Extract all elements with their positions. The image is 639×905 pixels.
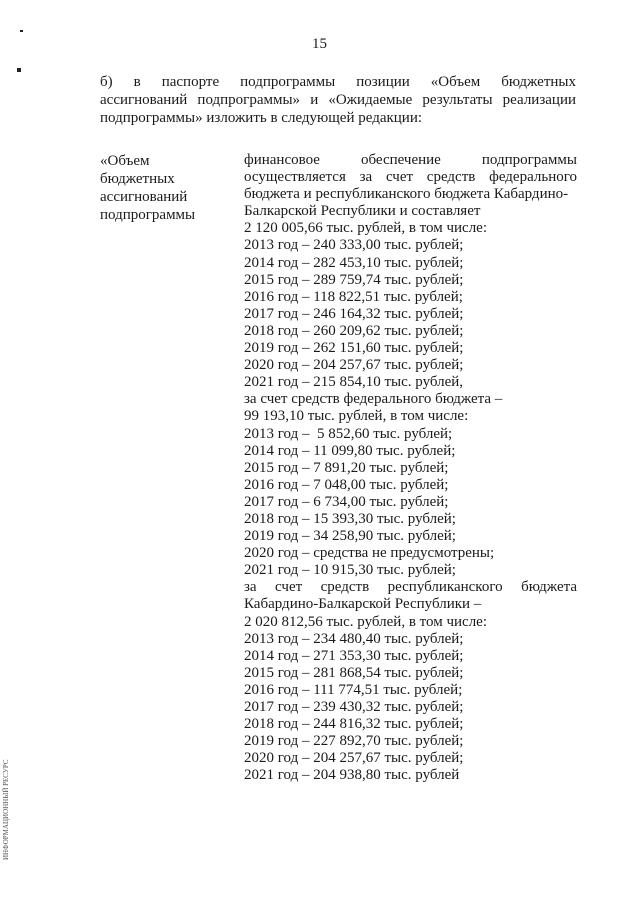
total-line: Балкарской Республики и составляет	[244, 203, 481, 220]
year-row: 2013 год – 234 480,40 тыс. рублей;	[244, 630, 464, 647]
year-row: 2017 год – 6 734,00 тыс. рублей;	[244, 493, 449, 510]
year-row: 2016 год – 111 774,51 тыс. рублей;	[244, 681, 463, 698]
year-row: 2021 год – 215 854,10 тыс. рублей,	[244, 374, 464, 391]
total-line: осуществляется за счет средств федерального	[244, 169, 577, 186]
year-row: 2016 год – 7 048,00 тыс. рублей;	[244, 476, 449, 493]
scan-mark	[20, 30, 23, 32]
page-number: 15	[312, 36, 327, 52]
intro-line: подпрограммы» изложить в следующей редакции:	[100, 110, 423, 126]
year-row: 2018 год – 260 209,62 тыс. рублей;	[244, 322, 464, 339]
year-row: 2021 год – 204 938,80 тыс. рублей	[244, 767, 460, 784]
year-row: 2014 год – 271 353,30 тыс. рублей;	[244, 647, 464, 664]
year-row: 2014 год – 282 453,10 тыс. рублей;	[244, 254, 464, 271]
year-row: 2019 год – 262 151,60 тыс. рублей;	[244, 340, 464, 357]
total-line: 2 120 005,66 тыс. рублей, в том числе:	[244, 220, 488, 237]
year-row: 2019 год – 227 892,70 тыс. рублей;	[244, 733, 464, 750]
year-row: 2021 год – 10 915,30 тыс. рублей;	[244, 562, 456, 579]
federal-line: 99 193,10 тыс. рублей, в том числе:	[244, 408, 469, 425]
federal-line: за счет средств федерального бюджета –	[244, 391, 503, 408]
year-row: 2018 год – 244 816,32 тыс. рублей;	[244, 716, 464, 733]
republic-line: за счет средств республиканского бюджета	[244, 579, 577, 596]
position-label	[100, 152, 240, 224]
scan-mark	[17, 68, 21, 72]
year-row: 2016 год – 118 822,51 тыс. рублей;	[244, 288, 463, 305]
republic-line: Кабардино-Балкарской Республики –	[244, 596, 482, 613]
position-content	[244, 152, 577, 784]
year-row: 2013 год – 5 852,60 тыс. рублей;	[244, 425, 453, 442]
intro-paragraph	[100, 73, 576, 127]
label-line: «Объем	[100, 153, 150, 169]
year-row: 2019 год – 34 258,90 тыс. рублей;	[244, 528, 456, 545]
total-line: финансовое обеспечение подпрограммы	[244, 152, 577, 168]
intro-line: ассигнований подпрограммы» и «Ожидаемые результаты реализации	[100, 92, 576, 108]
label-line: ассигнований	[100, 189, 188, 205]
label-line: подпрограммы	[100, 207, 196, 223]
total-line: бюджета и республиканского бюджета Кабардино-	[244, 186, 569, 203]
year-row: 2015 год – 289 759,74 тыс. рублей;	[244, 271, 464, 288]
label-line: бюджетных	[100, 171, 175, 187]
year-row: 2020 год – средства не предусмотрены;	[244, 545, 495, 562]
year-row: 2017 год – 246 164,32 тыс. рублей;	[244, 305, 464, 322]
year-row: 2020 год – 204 257,67 тыс. рублей;	[244, 750, 464, 767]
intro-line: б) в паспорте подпрограммы позиции «Объем бюджетных	[100, 74, 576, 90]
year-row: 2015 год – 7 891,20 тыс. рублей;	[244, 459, 449, 476]
republic-line: 2 020 812,56 тыс. рублей, в том числе:	[244, 613, 488, 630]
year-row: 2014 год – 11 099,80 тыс. рублей;	[244, 442, 456, 459]
year-row: 2020 год – 204 257,67 тыс. рублей;	[244, 357, 464, 374]
year-row: 2015 год – 281 868,54 тыс. рублей;	[244, 664, 464, 681]
year-row: 2018 год – 15 393,30 тыс. рублей;	[244, 510, 456, 527]
year-row: 2013 год – 240 333,00 тыс. рублей;	[244, 237, 464, 254]
year-row: 2017 год – 239 430,32 тыс. рублей;	[244, 699, 464, 715]
margin-stamp: ИНФОРМАЦИОННЫЙ РЕСУРС	[2, 759, 10, 860]
